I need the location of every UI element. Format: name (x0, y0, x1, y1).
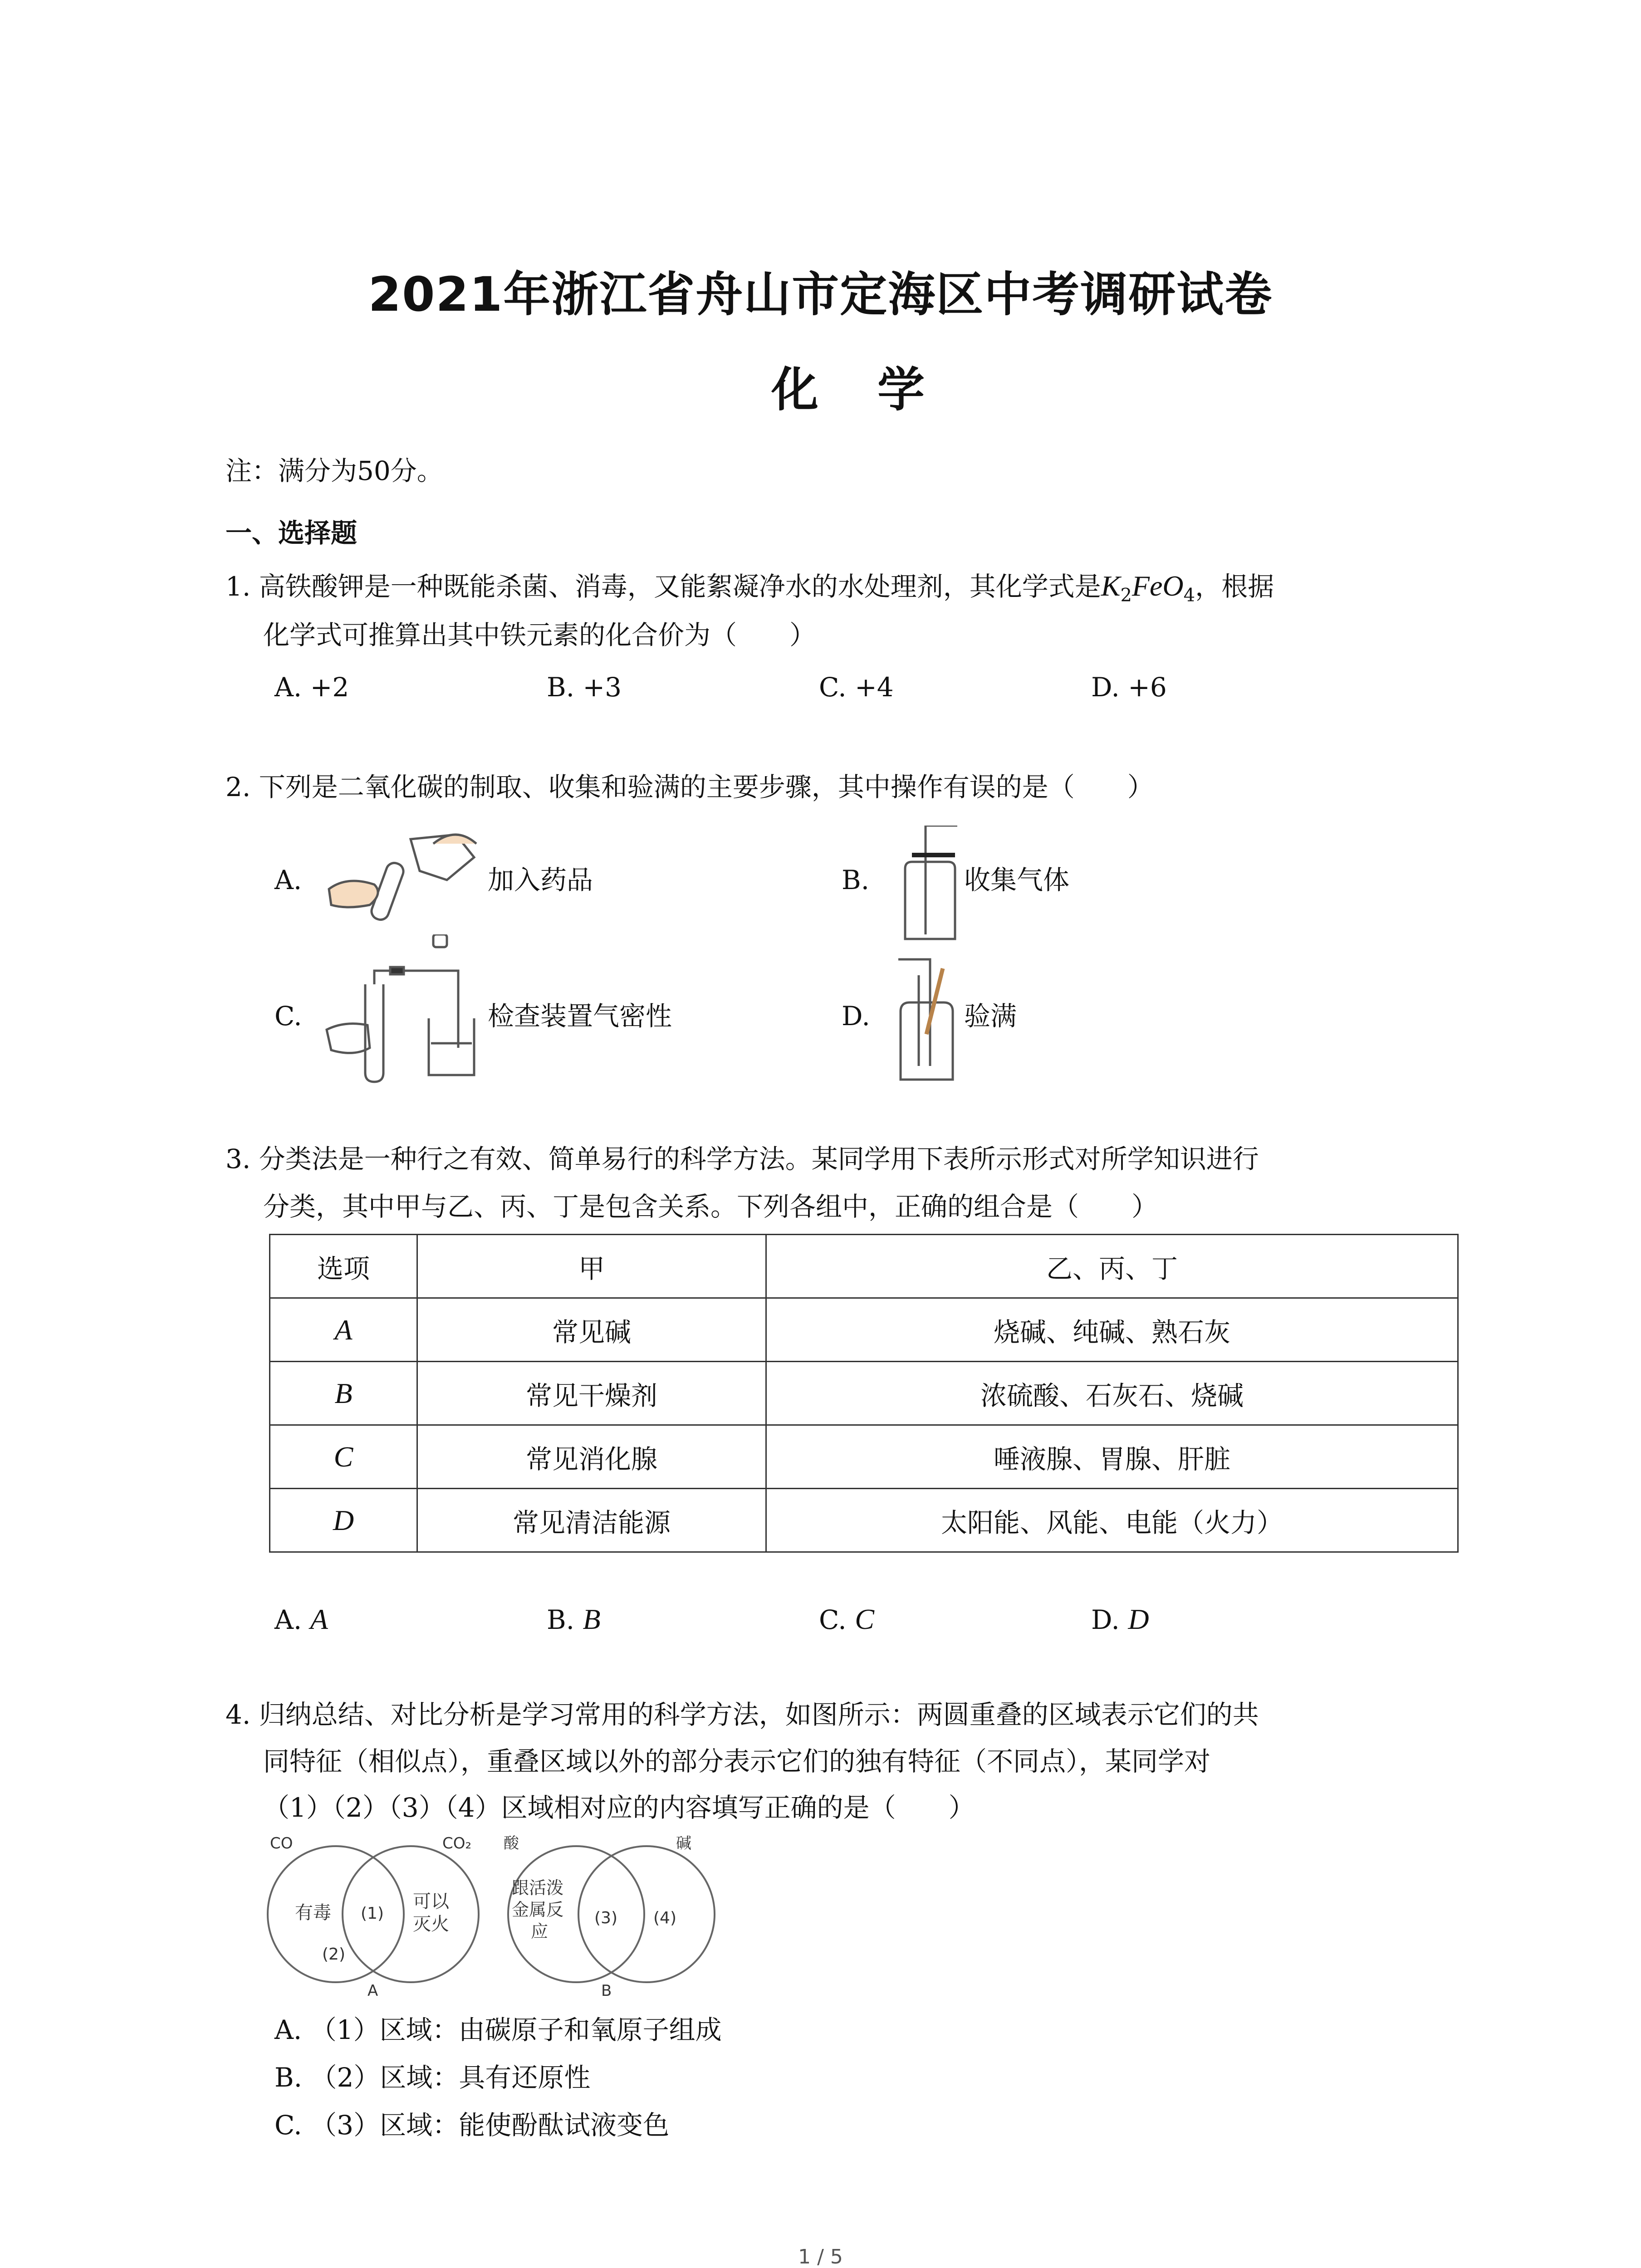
q2-c-label: 检查装置气密性 (488, 1001, 672, 1031)
table-cell: C (270, 1425, 417, 1489)
q2-a-figure (320, 826, 488, 925)
q2-c-letter: C. (274, 1001, 302, 1031)
table-cell: 常见清洁能源 (417, 1489, 766, 1552)
venn-b-left-text3: 应 (531, 1921, 549, 1941)
table-row (270, 1489, 1458, 1552)
connecting-tube-icon (374, 971, 458, 1048)
q2-stem: 2. 下列是二氧化碳的制取、收集和验满的主要步骤，其中操作有误的是（ ） (225, 772, 1154, 802)
q3-option-d: D. D (1091, 1603, 1149, 1635)
q4-option-b: B. （2）区域：具有还原性 (274, 2062, 591, 2093)
beaker-icon (429, 1018, 474, 1075)
venn-a-bottom-text: (2) (322, 1945, 345, 1964)
venn-a-right-text1: 可以 (413, 1891, 449, 1912)
venn-a-center-text: (1) (361, 1904, 384, 1923)
q2-d-letter: D. (842, 1001, 870, 1031)
q4-line1: 4. 归纳总结、对比分析是学习常用的科学方法，如图所示：两圆重叠的区域表示它们的共 (225, 1699, 1259, 1730)
q3-line1: 3. 分类法是一种行之有效、简单易行的科学方法。某同学用下表所示形式对所学知识进行 (225, 1144, 1259, 1174)
venn-b-left-label: 酸 (504, 1835, 519, 1853)
table-header: 乙、丙、丁 (766, 1235, 1458, 1298)
venn-a-right-text2: 灭火 (413, 1914, 449, 1935)
q1-option-b: B. +3 (547, 672, 622, 703)
table-cell: 常见干燥剂 (417, 1362, 766, 1425)
gas-jar-icon (905, 862, 955, 939)
venn-b-center-text: (3) (594, 1909, 617, 1927)
page-number: 1 / 5 (798, 2245, 843, 2268)
q1-option-a: A. +2 (274, 672, 349, 703)
table-cell: D (270, 1489, 417, 1552)
q1-formula-feo: FeO (1132, 570, 1184, 602)
q2-d-figure (889, 957, 962, 1084)
table-cell: 烧碱、纯碱、熟石灰 (766, 1298, 1458, 1362)
score-note: 注：满分为50分。 (225, 455, 443, 486)
gas-jar-icon (901, 1002, 953, 1080)
subject-title: 化学 (771, 362, 984, 417)
venn-b-left-text1: 跟活泼 (512, 1878, 564, 1898)
q2-b-letter: B. (842, 865, 870, 895)
hand-icon (329, 881, 378, 907)
q2-b-label: 收集气体 (964, 865, 1070, 895)
q1-line2: 化学式可推算出其中铁元素的化合价为（ ） (263, 620, 816, 650)
venn-a-right-label: CO₂ (442, 1835, 472, 1853)
q1-stem-text: 1. 高铁酸钾是一种既能杀菌、消毒，又能絮凝净水的水处理剂，其化学式是 (225, 571, 1101, 602)
venn-a-left-label: CO (270, 1835, 293, 1853)
hand-icon (327, 1024, 370, 1053)
q1-stem-tail: ，根据 (1195, 571, 1274, 602)
exam-title: 2021年浙江省舟山市定海区中考调研试卷 (368, 267, 1273, 322)
q1-formula-k: K (1101, 570, 1121, 602)
table-cell: 唾液腺、胃腺、肝脏 (766, 1425, 1458, 1489)
table-header: 选项 (270, 1235, 417, 1298)
section-heading: 一、选择题 (225, 518, 358, 548)
q2-c-figure (318, 934, 481, 1084)
q3-option-a: A. A (274, 1603, 328, 1635)
q1-formula-k-sub: 2 (1120, 585, 1132, 606)
table-cell: 太阳能、风能、电能（火力） (766, 1489, 1458, 1552)
stopper-icon (433, 934, 447, 947)
q4-option-a: A. （1）区域：由碳原子和氧原子组成 (274, 2014, 722, 2045)
q1-option-d: D. +6 (1091, 672, 1167, 703)
q3-option-b: B. B (547, 1603, 601, 1635)
q1-line1 (225, 570, 1274, 611)
table-cell: B (270, 1362, 417, 1425)
q2-a-label: 加入药品 (488, 865, 593, 895)
q4-option-c: C. （3）区域：能使酚酞试液变色 (274, 2110, 670, 2141)
q3-option-c: C. C (819, 1603, 874, 1635)
venn-b-caption: B (601, 1982, 612, 1998)
venn-a-left-text: 有毒 (295, 1902, 331, 1923)
q3-line2: 分类，其中甲与乙、丙、丁是包含关系。下列各组中，正确的组合是（ ） (263, 1191, 1158, 1222)
table-cell: 常见碱 (417, 1298, 766, 1362)
q4-venn-b (499, 1835, 726, 1998)
venn-a-caption: A (367, 1982, 378, 1998)
q4-line2: 同特征（相似点），重叠区域以外的部分表示它们的独有特征（不同点），某同学对 (263, 1746, 1211, 1777)
q3-table (269, 1234, 1459, 1553)
q2-a-letter: A. (274, 865, 302, 895)
q1-formula-o-sub: 4 (1183, 585, 1195, 606)
venn-b-left-text2: 金属反 (512, 1900, 564, 1920)
venn-b-right-label: 碱 (676, 1835, 691, 1853)
q2-b-figure (898, 826, 962, 943)
table-row (270, 1362, 1458, 1425)
q4-venn-a (263, 1835, 499, 1998)
table-header: 甲 (417, 1235, 766, 1298)
q4-line3: （1）（2）（3）（4）区域相对应的内容填写正确的是（ ） (263, 1792, 975, 1823)
table-cell: A (270, 1298, 417, 1362)
table-cell: 常见消化腺 (417, 1425, 766, 1489)
venn-b-right-text: (4) (653, 1909, 676, 1927)
q1-option-c: C. +4 (819, 672, 894, 703)
q2-d-label: 验满 (964, 1001, 1017, 1031)
table-cell: 浓硫酸、石灰石、烧碱 (766, 1362, 1458, 1425)
table-row (270, 1425, 1458, 1489)
table-row (270, 1298, 1458, 1362)
table-header-row (270, 1235, 1458, 1298)
